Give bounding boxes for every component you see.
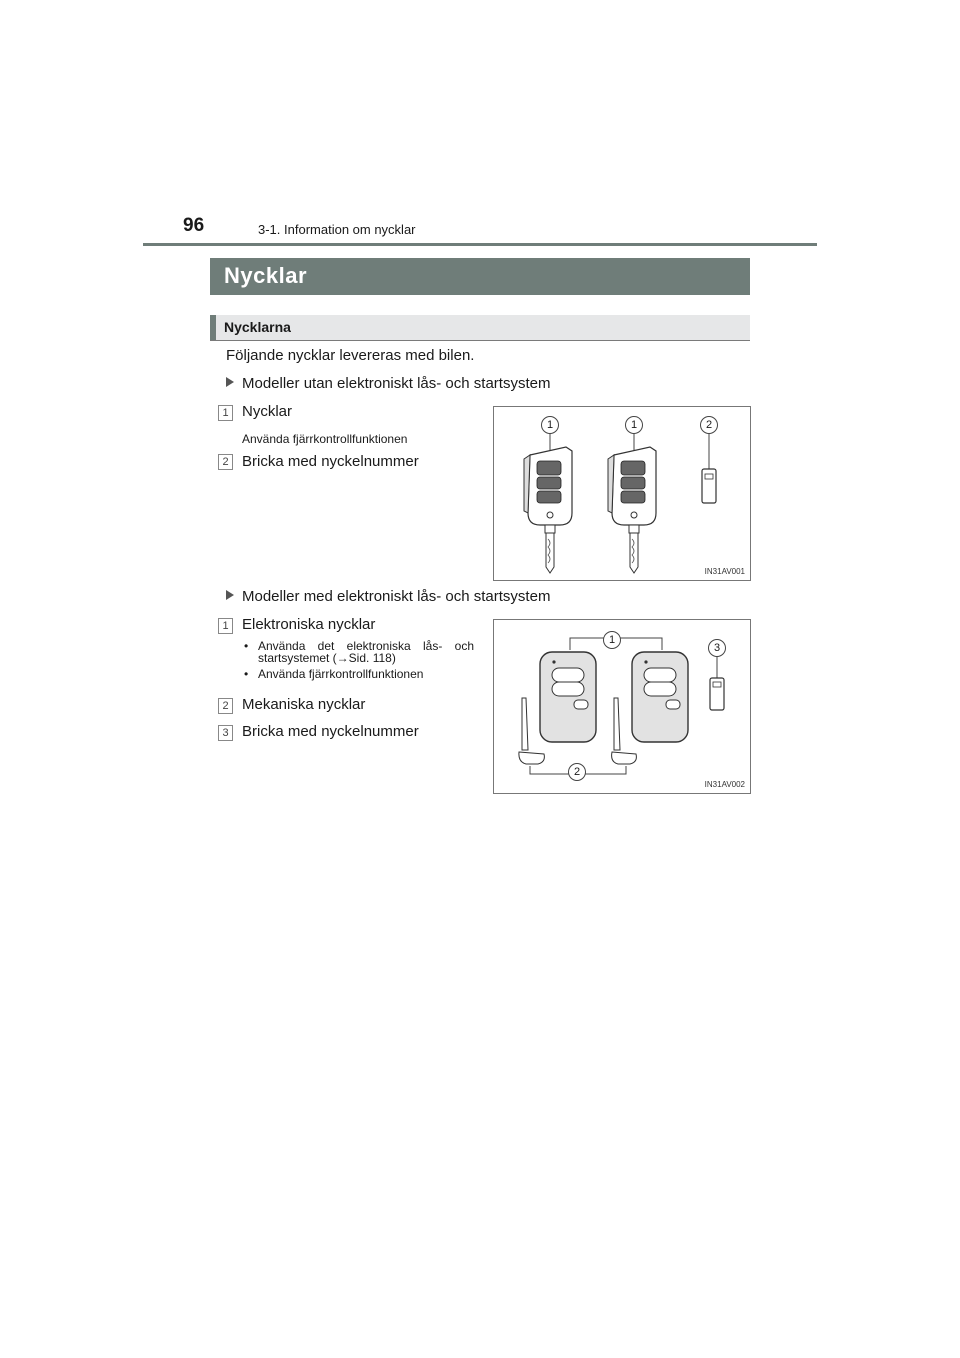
- figure-callout: 2: [568, 763, 586, 781]
- item-number: 2: [218, 698, 233, 714]
- figure-smart-keys: [493, 619, 751, 794]
- group2-heading-text: Modeller med elektroniskt lås- och startsystem: [242, 588, 551, 605]
- item-label: Elektroniska nycklar: [242, 616, 376, 633]
- bullet-item: [244, 640, 474, 664]
- bullet-text: Använda det elektroniska lås- och startsystemet (→Sid. 118): [258, 639, 474, 665]
- intro-text: Följande nycklar levereras med bilen.: [226, 347, 475, 364]
- item-number: 1: [218, 618, 233, 634]
- section-label: 3-1. Information om nycklar: [258, 222, 416, 237]
- figure-callout: 3: [708, 639, 726, 657]
- bullet-list: [244, 640, 474, 680]
- smart-key-icon: [540, 652, 596, 742]
- item-number: 3: [218, 725, 233, 741]
- bullet-dot: •: [244, 639, 249, 653]
- item-label: Bricka med nyckelnummer: [242, 723, 419, 740]
- group1-heading-text: Modeller utan elektroniskt lås- och startsystem: [242, 375, 551, 392]
- header-rule: [143, 243, 817, 246]
- figure-code: IN31AV002: [704, 780, 745, 789]
- item-note: Använda fjärrkontrollfunktionen: [242, 432, 408, 446]
- triangle-bullet-icon: [226, 377, 234, 387]
- group1-heading: [226, 375, 550, 392]
- figure-conventional-keys: [493, 406, 751, 581]
- subheading-marker: [210, 315, 216, 340]
- group2-heading: [226, 588, 550, 605]
- flip-key-icon: [524, 447, 572, 573]
- item-number: 1: [218, 405, 233, 421]
- item-number: 2: [218, 454, 233, 470]
- bullet-dot: •: [244, 667, 249, 681]
- page-title: Nycklar: [224, 263, 308, 288]
- triangle-bullet-icon: [226, 590, 234, 600]
- figure-callout: 1: [603, 631, 621, 649]
- item-label: Bricka med nyckelnummer: [242, 453, 419, 470]
- item-label: Nycklar: [242, 403, 293, 420]
- bullet-item: [244, 668, 474, 680]
- subheading-bar: [210, 315, 750, 341]
- figure-code: IN31AV001: [704, 567, 745, 576]
- figure-callout: 1: [625, 416, 643, 434]
- smart-key-icon: [632, 652, 688, 742]
- figure-callout: 2: [700, 416, 718, 434]
- bullet-text: Använda fjärrkontrollfunktionen: [258, 667, 424, 681]
- subheading-text: Nycklarna: [224, 319, 291, 335]
- key-tag-icon: [710, 678, 724, 710]
- page-number: 96: [183, 215, 205, 236]
- figure-callout: 1: [541, 416, 559, 434]
- title-bar: [210, 258, 750, 295]
- key-tag-icon: [702, 469, 716, 503]
- item-label: Mekaniska nycklar: [242, 696, 366, 713]
- flip-key-icon: [608, 447, 656, 573]
